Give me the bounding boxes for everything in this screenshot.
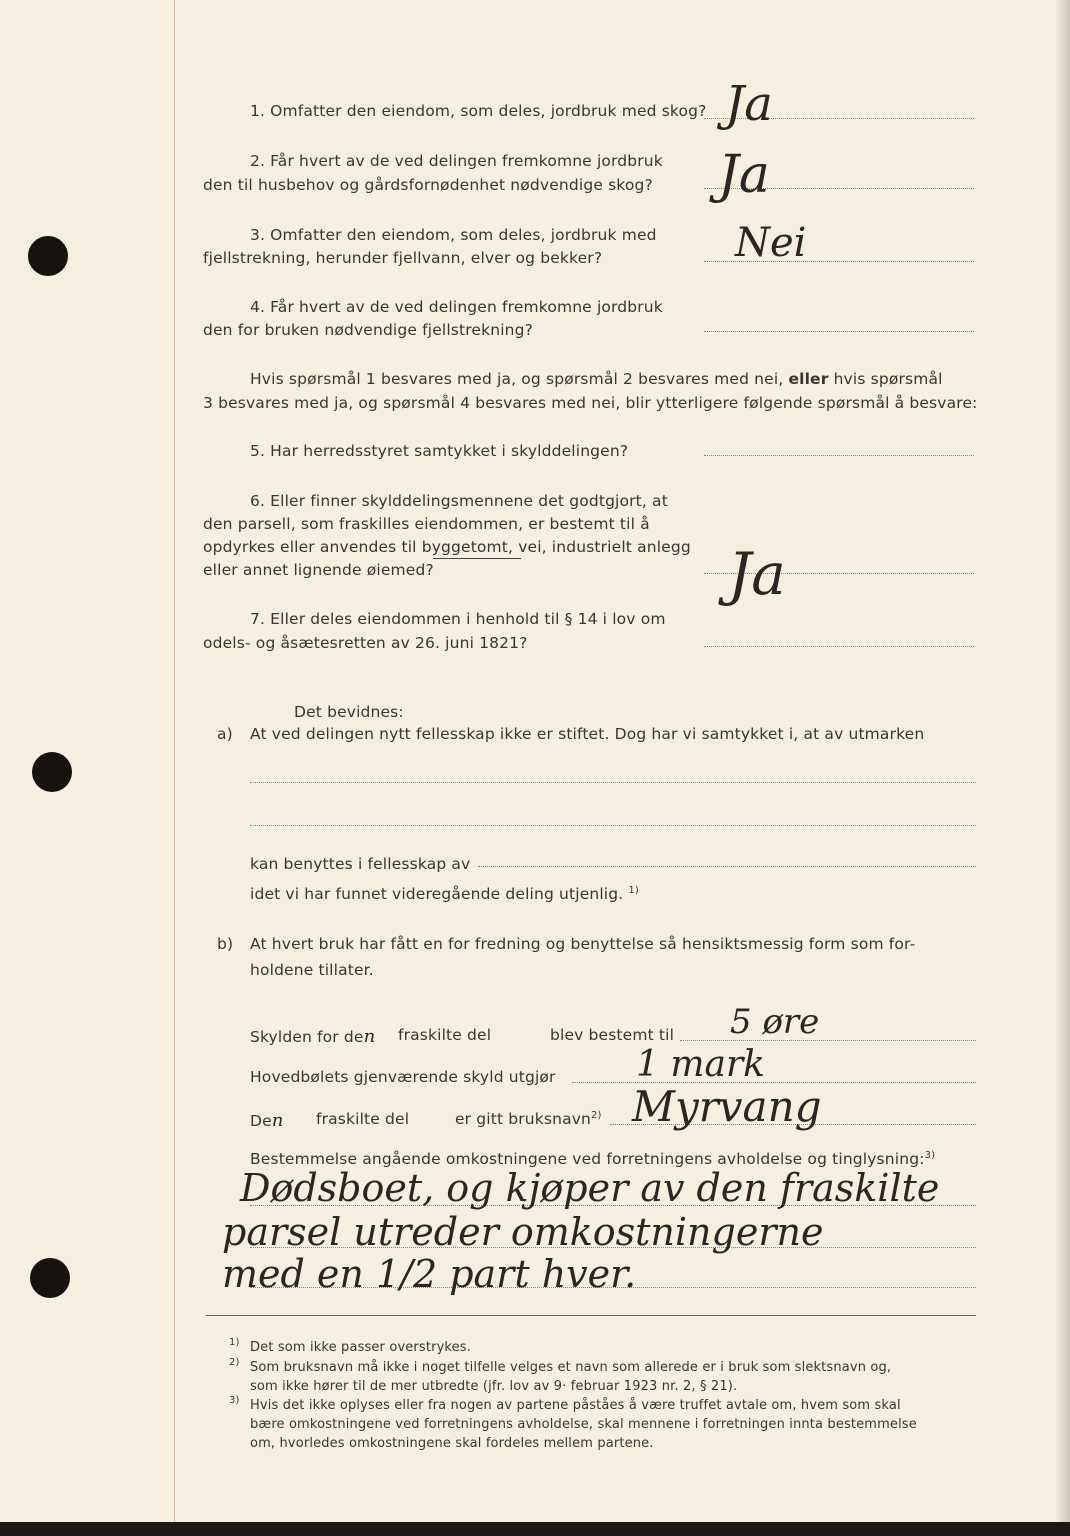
footnote-2-mark: 2) — [229, 1357, 240, 1368]
item-a-label: a) — [217, 725, 233, 743]
answer-line — [680, 1040, 976, 1041]
item-a-text: At ved delingen nytt fellesskap ikke er stiftet. Dog har vi samtykket i, at av utmarken — [250, 725, 925, 743]
footnote-1-mark: 1) — [229, 1337, 240, 1348]
handwritten-underline — [433, 558, 521, 559]
item-b-line1: At hvert bruk har fått en for fredning og benyttelse så hensiktsmessig form som for- — [250, 935, 916, 953]
question-6-line2: den parsell, som fraskilles eiendommen, er bestemt til å — [203, 515, 650, 533]
handwritten-answer-2: Ja — [718, 145, 770, 205]
bevidnes-heading: Det bevidnes: — [294, 703, 404, 721]
margin-line — [174, 0, 175, 1522]
handwritten-skyld: 5 øre — [730, 1002, 820, 1042]
handwritten-costs-line1: Dødsboet, og kjøper av den fraskilte — [240, 1166, 940, 1210]
skyld-line1-part3: blev bestemt til — [550, 1026, 675, 1044]
question-6-line4: eller annet lignende øiemed? — [203, 561, 434, 579]
item-a-line2: kan benyttes i fellesskap av — [250, 855, 471, 873]
punch-hole — [32, 752, 72, 792]
answer-line — [704, 455, 974, 456]
handwritten-costs-line3: med en 1/2 part hver. — [222, 1252, 637, 1296]
answer-line — [250, 825, 976, 826]
footnote-3-mark: 3) — [229, 1395, 240, 1406]
question-4-line2: den for bruken nødvendige fjellstrekning? — [203, 321, 534, 339]
skyld-line3-part3: er gitt bruksnavn$^{2)}$ — [455, 1110, 602, 1129]
question-7-line1: 7. Eller deles eiendommen i henhold til § 14 i lov om — [250, 610, 666, 628]
question-7-line2: odels- og åsætesretten av 26. juni 1821? — [203, 634, 528, 652]
footnote-3-line3: om, hvorledes omkostningene skal fordeles mellem partene. — [250, 1436, 654, 1451]
footnote-2-line1: Som bruksnavn må ikke i noget tilfelle velges et navn som allerede er i bruk som slektsnavn og, — [250, 1360, 892, 1375]
skyld-line1-part2: fraskilte del — [398, 1026, 492, 1044]
question-4-line1: 4. Får hvert av de ved delingen fremkomne jordbruk — [250, 298, 663, 316]
item-a-line3: idet vi har funnet videregående deling utjenlig. $^{1)}$ — [250, 885, 639, 904]
answer-line — [704, 331, 974, 332]
handwritten-answer-3: Nei — [735, 220, 807, 266]
answer-line — [478, 866, 976, 867]
handwritten-answer-6: Ja — [728, 540, 786, 608]
handwritten-hovedbol: 1 mark — [636, 1044, 765, 1085]
conditional-line1: Hvis spørsmål 1 besvares med ja, og spørsmål 2 besvares med nei, eller hvis spørsmål — [250, 370, 943, 388]
answer-line — [250, 782, 976, 783]
question-3-line1: 3. Omfatter den eiendom, som deles, jordbruk med — [250, 226, 657, 244]
skyld-line3-part2: fraskilte del — [316, 1110, 410, 1128]
skyld-line4: Bestemmelse angående omkostningene ved forretningens avholdelse og tinglysning:$^{3)}$ — [250, 1150, 936, 1169]
handwritten-answer-1: Ja — [725, 76, 773, 132]
item-b-line2: holdene tillater. — [250, 961, 374, 979]
question-6-line1: 6. Eller finner skylddelingsmennene det godtgjort, at — [250, 492, 668, 510]
footnote-1: Det som ikke passer overstrykes. — [250, 1340, 472, 1355]
skyld-line2: Hovedbølets gjenværende skyld utgjør — [250, 1068, 556, 1086]
punch-hole — [30, 1258, 70, 1298]
question-2-line2: den til husbehov og gårdsfornødenhet nødvendige skog? — [203, 176, 653, 194]
conditional-line2: 3 besvares med ja, og spørsmål 4 besvares med nei, blir ytterligere følgende spørsmål å besvare: — [203, 394, 978, 412]
footnote-3-line2: bære omkostningene ved forretningens avholdelse, skal mennene i forretningen innta bestemmelse — [250, 1417, 917, 1432]
footnote-3-line1: Hvis det ikke oplyses eller fra nogen av partene påståes å være truffet avtale om, hvem som skal — [250, 1398, 901, 1413]
handwritten-bruksnavn: Myrvang — [632, 1082, 822, 1131]
question-6-line3: opdyrkes eller anvendes til byggetomt, vei, industrielt anlegg — [203, 538, 691, 556]
footnote-rule — [206, 1315, 976, 1316]
question-5: 5. Har herredsstyret samtykket i skylddelingen? — [250, 442, 629, 460]
handwritten-costs-line2: parsel utreder omkostningerne — [222, 1210, 824, 1254]
punch-hole — [28, 236, 68, 276]
question-3-line2: fjellstrekning, herunder fjellvann, elver og bekker? — [203, 249, 603, 267]
answer-line — [704, 646, 974, 647]
skyld-line3: Den — [250, 1110, 284, 1131]
item-b-label: b) — [217, 935, 234, 953]
question-2-line1: 2. Får hvert av de ved delingen fremkomne jordbruk — [250, 152, 663, 170]
footnote-2-line2: som ikke hører til de mer utbredte (jfr. lov av 9· februar 1923 nr. 2, § 21). — [250, 1379, 738, 1394]
question-1: 1. Omfatter den eiendom, som deles, jordbruk med skog? — [250, 102, 707, 120]
skyld-line1: Skylden for den — [250, 1026, 376, 1047]
